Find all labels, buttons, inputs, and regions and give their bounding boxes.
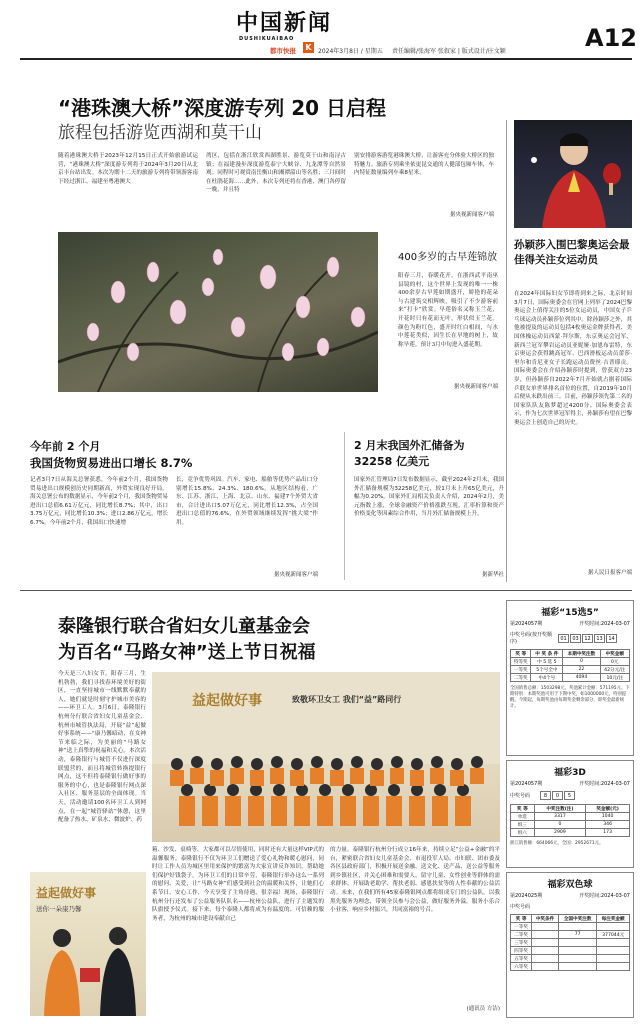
table-row <box>511 813 630 821</box>
table-row <box>511 674 630 682</box>
lottery-number: 8 <box>540 791 551 800</box>
lead-col-3: 别安排游客游览港珠澳大桥，让游客充分体验大桥区的独特魅力。旅游专列乘坐依更昆交通的人健部包厢车体，车内特征数量编列车乘8星米。 <box>354 153 494 177</box>
table-cell <box>597 923 630 931</box>
table-header-cell: 奖 等 <box>511 805 535 813</box>
sidebar-divider <box>506 120 507 582</box>
reserves-source: 据新华社 <box>481 572 504 578</box>
feature-col-1: 今天是三八妇女节。阳春三月，生机勃勃，我们寻找春环境美好的街区，一直坚持城市一线默默奉献的人，她们就是时刻守护城市美容的——环卫工人。3月6日，泰隆银行杭州分行联合省妇女儿童基金会、杭州市城管执法局，开展“益”起做好事系统——“康乃馨暗动，在女神节来临之际，为美丽的“马路女神”送上真挚的祝福和关心。本次活动，泰隆银行与城管不仅进行深度联盟营的，而且将城管转换提银行网点，这不但将泰隆银行做好事的服务的中心，也是泰隆银行网点深入社区、服务基层的全面体现。当天，活动邀请100名环卫工人到网点，在一起“城管驿站”休憩，这里配备了热水、矿泉水、微波炉、药 <box>58 671 146 824</box>
ceremony-illustration <box>30 872 146 1016</box>
crowd-illustration <box>152 672 500 842</box>
lottery-1-numbers <box>558 634 617 643</box>
trade-kicker: 今年前 2 个月 <box>30 440 101 453</box>
lottery-3-table <box>510 914 630 971</box>
lottery-2-date: 开奖时间:2024-03-07 <box>579 781 630 787</box>
lead-source: 据央视新闻客户端 <box>449 212 494 218</box>
table-header-cell: 中奖金额 <box>600 650 629 658</box>
lottery-2-issue: 第2024057期 <box>510 781 543 787</box>
table-row <box>511 947 630 955</box>
table-cell: 0 <box>534 821 586 829</box>
photo-story-body: 阳春三月，春暖花开。在浙西武平南巫县镜的村，这个世界上发现的唯一一株400余岁古早莲如期盛开，娇艳的花朵与古建筑交相辉映，吸引了不少游客前来“打卡”欣赏。早莲俗名又称玉兰花，开花时只有花而无叶，形状似玉兰花。颜色为粉红色，盛开时红白相间，与水中莲花类似，因生长在旱地的树上，故称旱莲。预计3月中旬进入盛花期。 <box>398 273 498 348</box>
feature-title-1: 泰隆银行联合省妇女儿童基金会 <box>58 616 310 637</box>
lottery-3-date: 开奖时间:2024-03-07 <box>579 893 630 899</box>
table-cell <box>532 947 559 955</box>
lottery-2-note: 浙江销售额：664066元，全国：2952671元。 <box>510 841 604 846</box>
table-cell <box>597 939 630 947</box>
photo-story-title: 400多岁的古早莲锦放 <box>398 252 498 263</box>
table-row <box>511 963 630 971</box>
sidebar-source: 据人民日报客户端 <box>587 570 632 576</box>
table-cell <box>558 939 596 947</box>
lottery-3-title: 福彩双色球 <box>547 880 593 890</box>
table-cell: 五等奖 <box>511 955 532 963</box>
lottery-number: 0 <box>552 791 563 800</box>
feature-title-2: 为百名“马路女神”送上节日祝福 <box>58 642 316 663</box>
magnolia-illustration <box>58 232 378 392</box>
lottery-3d <box>506 760 634 868</box>
lottery-2-table <box>510 804 630 837</box>
table-cell: 1040 <box>586 813 630 821</box>
table-row <box>511 955 630 963</box>
section-title: 中国新闻 <box>236 10 333 36</box>
table-cell: 二等奖 <box>511 931 532 939</box>
lead-col-2: 湾区，包括在浙江欣赏西湖胜景、游览莫干山和南浔古镇；在福建漫步深度游览泰宁大峡谷、九龙潭等自然景观；同程时可观赏南岳衡山和湘潭韶山等名胜；三月间时在杜鹃花海……此外，本次专列还将在香港、澳门各停留一晚，并且特 <box>206 153 346 194</box>
sidebar-title: 孙颖莎入围巴黎奥运会最佳得关注女运动员 <box>514 239 630 266</box>
inset-slogan: 益起做好事 <box>36 886 97 900</box>
lottery-2-numbers <box>540 791 575 800</box>
table-header-cell: 中奖注数(注) <box>534 805 586 813</box>
table-header-cell: 全国中奖注数 <box>558 915 596 923</box>
table-cell: 0元 <box>600 658 629 666</box>
table-cell: 173 <box>586 829 630 837</box>
table-cell <box>532 931 559 939</box>
table-cell: 特等奖 <box>511 658 531 666</box>
lottery-number: 5 <box>564 791 575 800</box>
table-header-cell: 奖 等 <box>511 650 531 658</box>
feature-source: (通讯员 方洁) <box>466 1006 500 1012</box>
table-cell: 2909 <box>534 829 586 837</box>
table-cell: 5个号全中 <box>531 666 563 674</box>
table-cell: 中 5 选 5 <box>531 658 563 666</box>
table-cell: 组六 <box>511 829 535 837</box>
athlete-photo <box>514 120 632 228</box>
lead-subtitle: 旅程包括游览西湖和莫干山 <box>58 123 262 143</box>
table-header-cell: 本期中奖注数 <box>563 650 600 658</box>
table-cell: 一等奖 <box>511 666 531 674</box>
table-cell <box>532 923 559 931</box>
table-row <box>511 658 630 666</box>
table-cell: 10元/注 <box>600 674 629 682</box>
table-tennis-illustration <box>514 120 632 228</box>
brand-logo: K <box>303 42 314 53</box>
brand-pinyin: DUSHIKUAIBAO <box>239 36 295 42</box>
lottery-double-color <box>506 872 634 1018</box>
table-header-cell: 中 奖 条 件 <box>531 650 563 658</box>
lottery-number: 13 <box>594 634 605 643</box>
lottery-3-numbers-label: 中奖号码 <box>510 904 531 910</box>
table-cell <box>597 947 630 955</box>
lottery-number: 03 <box>570 634 581 643</box>
lottery-15-5 <box>506 600 634 756</box>
table-cell: 二等奖 <box>511 674 531 682</box>
feature-col-2: 箱、沙发、桌椅等，大家都可以尽情使用，同时还有大量这样VIP式的温馨服务。泰隆银行不仅为环卫工们赠送了爱心礼物和暖心慰问，同时让工作人员为城区里用来保护的繁富为大家宣讲反诈知识，帮助她们保护好钱袋子。为环卫工们的日常辛劳，泰隆银行举办这么一系列的慰问、关爱，让“马路女神”们感受到社会的温暖和关怀，让她们心系节日，安心工作，今天享受了主角待遇，很幸福！现场，泰隆银行杭州分行还发布了公益服务队队名——杭州公益队，进行了主题发的队旗授予仪式。接下来，每个泰隆人都将成为有温度的、可信赖的服务者，为杭州的城市建设奉献自己 <box>152 847 324 922</box>
trade-col-2: 长，竞争优势巩固。汽车、家电、船舶等优势产品出口分别增长15.8%、24.3%、180.6%。从地区结构看，广东、江苏、浙江、上海、北京、山东、福建7个外贸大省市，合计进出口5.07万亿元，同比增长12.3%，占全国进出口总值的76.6%，在外贸领域继续发挥“挑大梁”作用。 <box>176 477 318 526</box>
table-cell: 三等奖 <box>511 939 532 947</box>
lottery-3-issue: 第2024025期 <box>510 893 543 899</box>
lead-title: “港珠澳大桥”深度游专列 20 日启程 <box>58 96 387 120</box>
table-header-cell: 每注奖金额 <box>597 915 630 923</box>
lottery-1-title: 福彩“15选5” <box>541 608 599 618</box>
group-photo <box>152 672 500 842</box>
sidebar-body: 在2024年国际妇女节即将到来之际，北京时间3月7日，国际奥委会在官网上列举了2024巴黎奥运会上值得关注的5位女运动员，中国女子乒乓球运动员孙颖莎位列其中。除孙颖莎之外，其他被提及的运动员包括4枚奥运金牌获得者、美国体操运动员西蒙·拜尔斯，东京奥运会冠军、新西兰冠军攀岩运动员亚妮娅·加恩布雷特，东京奥运会获得跳高冠军、巴西滑板运动员蕾莎·里尔和肯尼亚女子长跑运动员费丝·吉普耶贡。国际奥委会在介绍孙颖莎时提到，曾获双方23岁，但孙颖莎自2022年7月开始就占据着国际乒联女单世界排名首位的位置，自2019年10月后便从未跌出前三。目前，孙颖莎领先第二名的国家队队友陈梦超过4200分。国际奥委会表示，作为七次世界冠军得主，孙颖莎有望在巴黎奥运会上创造自己的历史。 <box>514 291 632 426</box>
trade-col-1: 记者3月7日从海关总署获悉，今年前2个月，我国货物贸易进出口规模创历史同期新高，外贸实现良好开局。海关总署公布的数据显示，今年前2个月，我国货物贸易进出口总值6.61万亿元，同比增长8.7%；其中，出口3.75万亿元，同比增长10.3%；进口2.86万亿元，增长6.7%。今年前2个月，我国出口快速增 <box>30 477 168 526</box>
table-row <box>511 931 630 939</box>
table-cell: 中4个号 <box>531 674 563 682</box>
lottery-1-date: 开奖时间:2024-03-07 <box>579 621 630 627</box>
lottery-1-issue: 第2024057期 <box>510 621 543 627</box>
table-cell: 377044元 <box>597 931 630 939</box>
reserves-body: 国家外汇管理局7日发布数据显示，截至2024年2月末，我国外汇储备规模为32258亿美元，较1月末上升65亿美元，升幅为0.20%。国家外汇局相关负责人介绍，2024年2月，美元指数上涨，全球金融资产价格涨跌互现。汇率折算和资产价格变化等因素综合作用，当月外汇储备规模上升。 <box>354 477 504 518</box>
table-cell <box>597 963 630 971</box>
lottery-2-title: 福彩3D <box>554 768 586 778</box>
dateline: 2024年3月8日 / 星期五 <box>318 48 383 55</box>
table-row <box>511 829 630 837</box>
lottery-number: 12 <box>582 634 593 643</box>
table-cell: 四等奖 <box>511 947 532 955</box>
inset-text: 送你一朵康乃馨 <box>36 905 82 913</box>
section-rule <box>20 590 632 591</box>
feature-col-3: 的力量。泰隆银行杭州分行成立16年来，持续立足“公益+金融”的平台，紧密联合省妇女儿童基金会、市退役军人局、市妇联、团市委及各区县政府部门，积极开展送金融、送文化、送产品、送公益等服务到乡镇社区，并关心困难和需要人、留守儿童、女性创业等群体的需求群体，开展助老助学、帮扶老弱、感恩扶贫等的人性奉献的公益活动。未来，在我们所有45家泰隆银网点都将组成专门的公益队，以我黑先服务为理念，带领全员参与会公益，做好服务外溢，服务小乐合小业客，响应乡村振兴，共同富裕的号召。 <box>330 847 500 914</box>
lottery-2-numbers-label: 中奖号码 <box>510 793 531 799</box>
table-row <box>511 666 630 674</box>
table-row <box>511 923 630 931</box>
table-cell <box>558 963 596 971</box>
table-cell <box>558 955 596 963</box>
column-divider <box>344 432 345 580</box>
lead-col-1: 随着港珠澳大桥于2023年12月15日正式开始旅游试运营，“港珠澳大桥”深度游专列将于2024年3月20日从北京丰台站出发。本次为期十二天的旅游专列将带领游客南下经过浙江、福建至粤港澳大 <box>58 153 198 185</box>
editors-credit: 责任编辑/张海军 张叙家 | 版式设计/庄文颖 <box>392 48 506 55</box>
reserves-title: 2 月末我国外汇储备为 32258 亿美元 <box>354 439 465 468</box>
table-cell: 22 <box>563 666 600 674</box>
masthead-rule <box>20 58 632 60</box>
table-row <box>511 939 630 947</box>
page-number: A12 <box>585 24 637 52</box>
table-header-cell: 奖 等 <box>511 915 532 923</box>
lottery-1-numbers-label: 中奖号码(按开奖顺序) <box>510 632 552 645</box>
table-cell: 一等奖 <box>511 923 532 931</box>
photo-story-source: 据央视新闻客户端 <box>453 384 498 390</box>
lottery-1-table <box>510 649 630 682</box>
table-cell: 77 <box>558 931 596 939</box>
table-cell <box>558 947 596 955</box>
magnolia-photo <box>58 232 378 392</box>
table-cell: 六等奖 <box>511 963 532 971</box>
lottery-1-note: 全国销售总额：1503298元，奖池累计金额：571195元。下期特别：本期奖池可用于下期中奖，如1000000元，特别提醒，今期起，每期奖池由每期奖金剩余部分，即奖金最新统计。 <box>510 686 630 709</box>
table-cell: 0 <box>563 658 600 666</box>
table-cell: 单选 <box>511 813 535 821</box>
table-header-cell: 中奖条件 <box>532 915 559 923</box>
table-header-cell: 奖金额(元) <box>586 805 630 813</box>
table-cell <box>532 963 559 971</box>
table-cell: 42分元/注 <box>600 666 629 674</box>
lottery-number: 14 <box>606 634 617 643</box>
table-cell: 346 <box>586 821 630 829</box>
lottery-number: 01 <box>558 634 569 643</box>
table-cell <box>597 955 630 963</box>
table-cell <box>532 955 559 963</box>
table-cell: 组三 <box>511 821 535 829</box>
table-cell: 3317 <box>534 813 586 821</box>
banner-slogan: 益起做好事 <box>192 693 262 709</box>
table-cell: 4094 <box>563 674 600 682</box>
table-cell <box>532 939 559 947</box>
trade-title: 我国货物贸易进出口增长 8.7% <box>30 456 193 470</box>
trade-source: 据央视新闻客户端 <box>273 572 318 578</box>
brand-name: 都市快报 <box>270 47 296 55</box>
table-row <box>511 821 630 829</box>
table-cell <box>558 923 596 931</box>
banner-text: 致敬环卫女工 我们“益”路同行 <box>292 695 402 704</box>
inset-photo <box>30 872 146 1016</box>
